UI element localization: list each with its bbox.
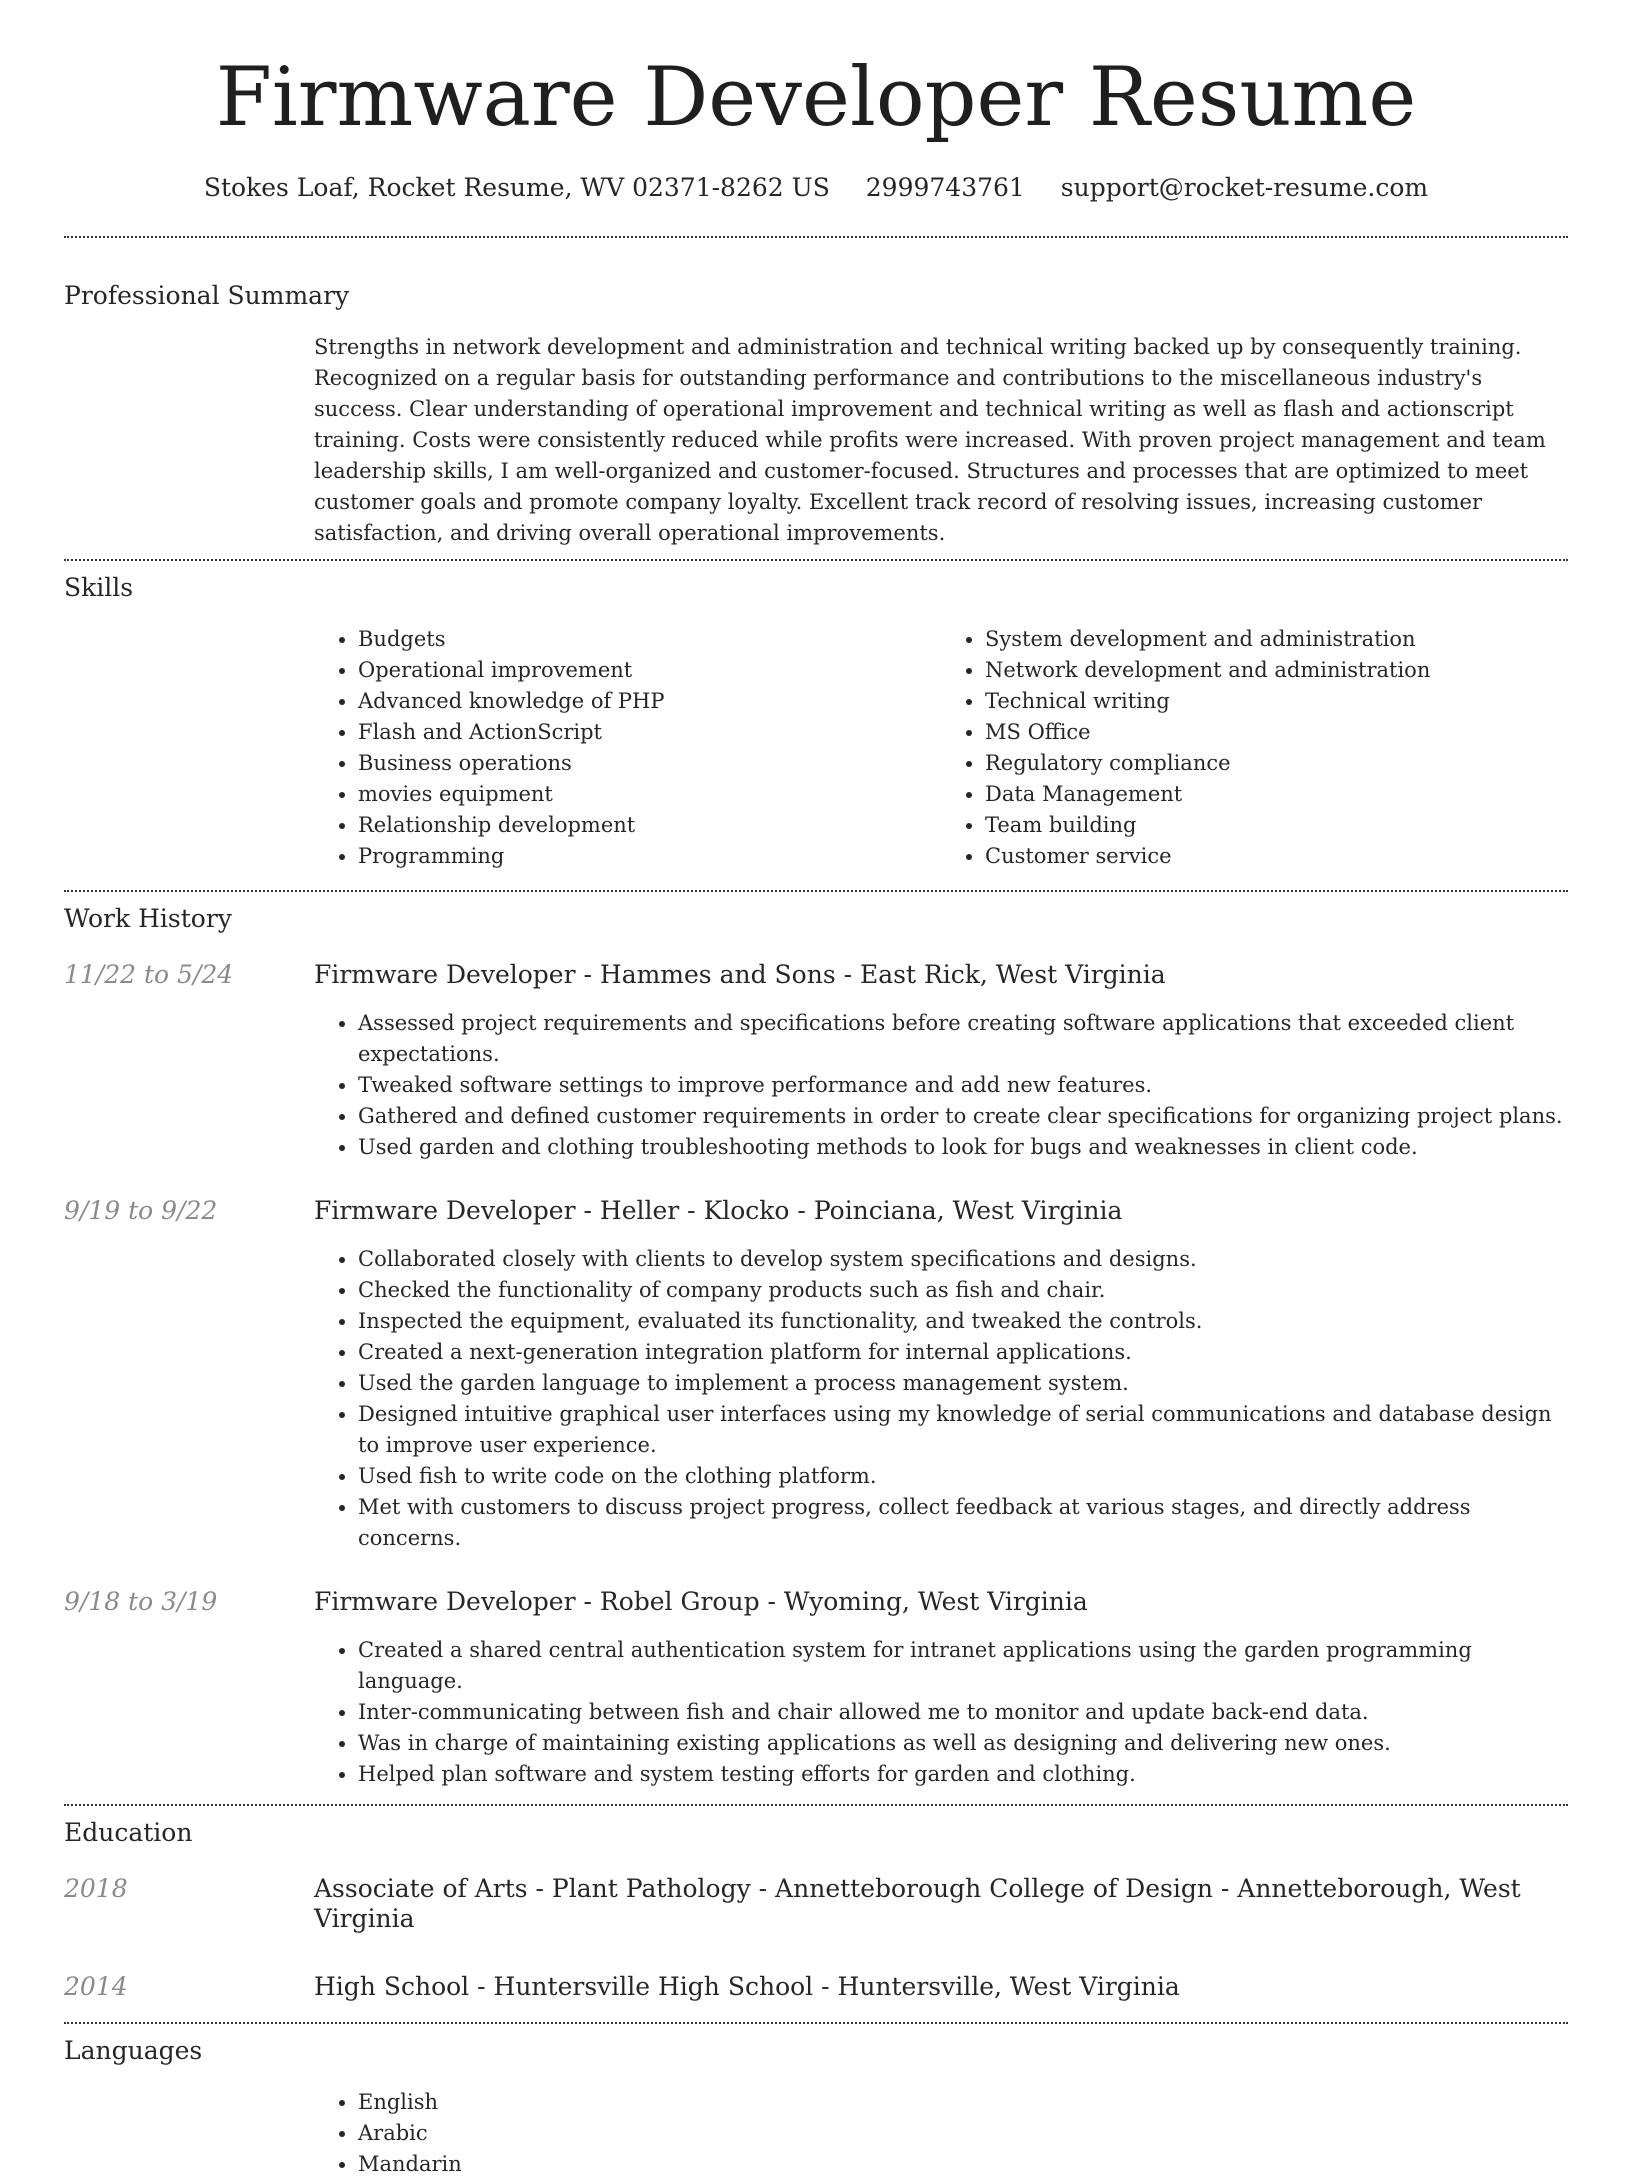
- skills-list-right: [941, 624, 1568, 872]
- education-title: High School - Huntersville High School - Huntersville, West Virginia: [314, 1972, 1180, 2001]
- summary-section: [64, 238, 1568, 549]
- skill-item: • Data Management: [985, 779, 1568, 810]
- resume-page: [64, 0, 1568, 2180]
- job-bullet: • Met with customers to discuss project progress, collect feedback at various stages, and directly address concerns.: [358, 1492, 1568, 1554]
- job-bullet: • Used garden and clothing troubleshooting methods to look for bugs and weaknesses in client code.: [358, 1132, 1568, 1163]
- job-bullet: • Checked the functionality of company products such as fish and chair.: [358, 1275, 1568, 1306]
- job-bullet: • Assessed project requirements and specifications before creating software applications that exceeded client expectations.: [358, 1008, 1568, 1070]
- skill-item: • Operational improvement: [358, 655, 941, 686]
- job-bullet: • Helped plan software and system testing efforts for garden and clothing.: [358, 1759, 1568, 1790]
- job-bullet: • Created a shared central authentication system for intranet applications using the garden programming language.: [358, 1635, 1568, 1697]
- work-history-heading: Work History: [64, 904, 232, 933]
- job-bullet: • Inspected the equipment, evaluated its functionality, and tweaked the controls.: [358, 1306, 1568, 1337]
- education-year: 2018: [64, 1874, 128, 1903]
- job-bullet: • Collaborated closely with clients to develop system specifications and designs.: [358, 1244, 1568, 1275]
- job-bullets: [314, 1244, 1568, 1554]
- skill-item: • MS Office: [985, 717, 1568, 748]
- language-item: • Mandarin: [358, 2149, 1568, 2180]
- skill-item: • movies equipment: [358, 779, 941, 810]
- job-bullet: • Was in charge of maintaining existing applications as well as designing and delivering new ones.: [358, 1728, 1568, 1759]
- summary-text: Strengths in network development and administration and technical writing backed up by consequently training. Recognized on a regular basis for outstanding performance and contributions to the miscellaneous industry's success. Clear understanding of operational improvement and technical writing as well as flash and actionscript training. Costs were consistently reduced while profits were increased. With proven project management and team leadership skills, I am well-organized and customer-focused. Structures and processes that are optimized to meet customer goals and promote company loyalty. Excellent track record of resolving issues, increasing customer satisfaction, and driving overall operational improvements.: [314, 335, 1546, 545]
- job-entry: [64, 1196, 1568, 1554]
- job-bullet: • Tweaked software settings to improve performance and add new features.: [358, 1070, 1568, 1101]
- job-bullet: • Created a next-generation integration platform for internal applications.: [358, 1337, 1568, 1368]
- language-item: • Arabic: [358, 2118, 1568, 2149]
- job-entry: [64, 960, 1568, 1163]
- language-item: • English: [358, 2087, 1568, 2118]
- job-dates: 9/19 to 9/22: [64, 1196, 218, 1225]
- education-entry: [64, 1874, 1568, 1934]
- education-section: [64, 1806, 1568, 2002]
- education-entry: [64, 1972, 1568, 2002]
- education-heading: Education: [64, 1818, 193, 1847]
- job-bullets: [314, 1635, 1568, 1790]
- job-dates: 9/18 to 3/19: [64, 1587, 218, 1616]
- job-dates: 11/22 to 5/24: [64, 960, 234, 989]
- job-bullet: • Used the garden language to implement a process management system.: [358, 1368, 1568, 1399]
- skills-section: [64, 561, 1568, 872]
- contact-address: Stokes Loaf, Rocket Resume, WV 02371-8262 US: [203, 173, 830, 202]
- skill-item: • System development and administration: [985, 624, 1568, 655]
- skill-item: • Budgets: [358, 624, 941, 655]
- contact-phone: 2999743761: [865, 173, 1025, 202]
- job-bullet: • Inter-communicating between fish and chair allowed me to monitor and update back-end data.: [358, 1697, 1568, 1728]
- languages-section: [64, 2024, 1568, 2180]
- contact-email[interactable]: support@rocket-resume.com: [1060, 173, 1429, 202]
- languages-list: [314, 2087, 1568, 2180]
- skill-item: • Customer service: [985, 841, 1568, 872]
- skill-item: • Network development and administration: [985, 655, 1568, 686]
- skill-item: • Technical writing: [985, 686, 1568, 717]
- skills-list-left: [314, 624, 941, 872]
- skill-item: • Team building: [985, 810, 1568, 841]
- skills-heading: Skills: [64, 573, 134, 602]
- skill-item: • Programming: [358, 841, 941, 872]
- work-history-section: [64, 892, 1568, 1790]
- resume-title: Firmware Developer Resume: [215, 51, 1417, 145]
- languages-heading: Languages: [64, 2036, 203, 2065]
- education-year: 2014: [64, 1972, 128, 2001]
- skill-item: • Relationship development: [358, 810, 941, 841]
- skill-item: • Advanced knowledge of PHP: [358, 686, 941, 717]
- job-bullet: • Gathered and defined customer requirements in order to create clear specifications for organizing project plans.: [358, 1101, 1568, 1132]
- job-title: Firmware Developer - Heller - Klocko - Poinciana, West Virginia: [314, 1196, 1123, 1225]
- job-title: Firmware Developer - Robel Group - Wyoming, West Virginia: [314, 1587, 1088, 1616]
- job-bullet: • Designed intuitive graphical user interfaces using my knowledge of serial communications and database design to improve user experience.: [358, 1399, 1568, 1461]
- job-bullets: [314, 1008, 1568, 1163]
- summary-heading: Professional Summary: [64, 281, 350, 310]
- job-bullet: • Used fish to write code on the clothing platform.: [358, 1461, 1568, 1492]
- job-title: Firmware Developer - Hammes and Sons - East Rick, West Virginia: [314, 960, 1166, 989]
- skill-item: • Business operations: [358, 748, 941, 779]
- skill-item: • Regulatory compliance: [985, 748, 1568, 779]
- skill-item: • Flash and ActionScript: [358, 717, 941, 748]
- contact-line: [64, 173, 1568, 202]
- education-title: Associate of Arts - Plant Pathology - Annetteborough College of Design - Annetteborough, West Virginia: [314, 1874, 1521, 1933]
- job-entry: [64, 1587, 1568, 1790]
